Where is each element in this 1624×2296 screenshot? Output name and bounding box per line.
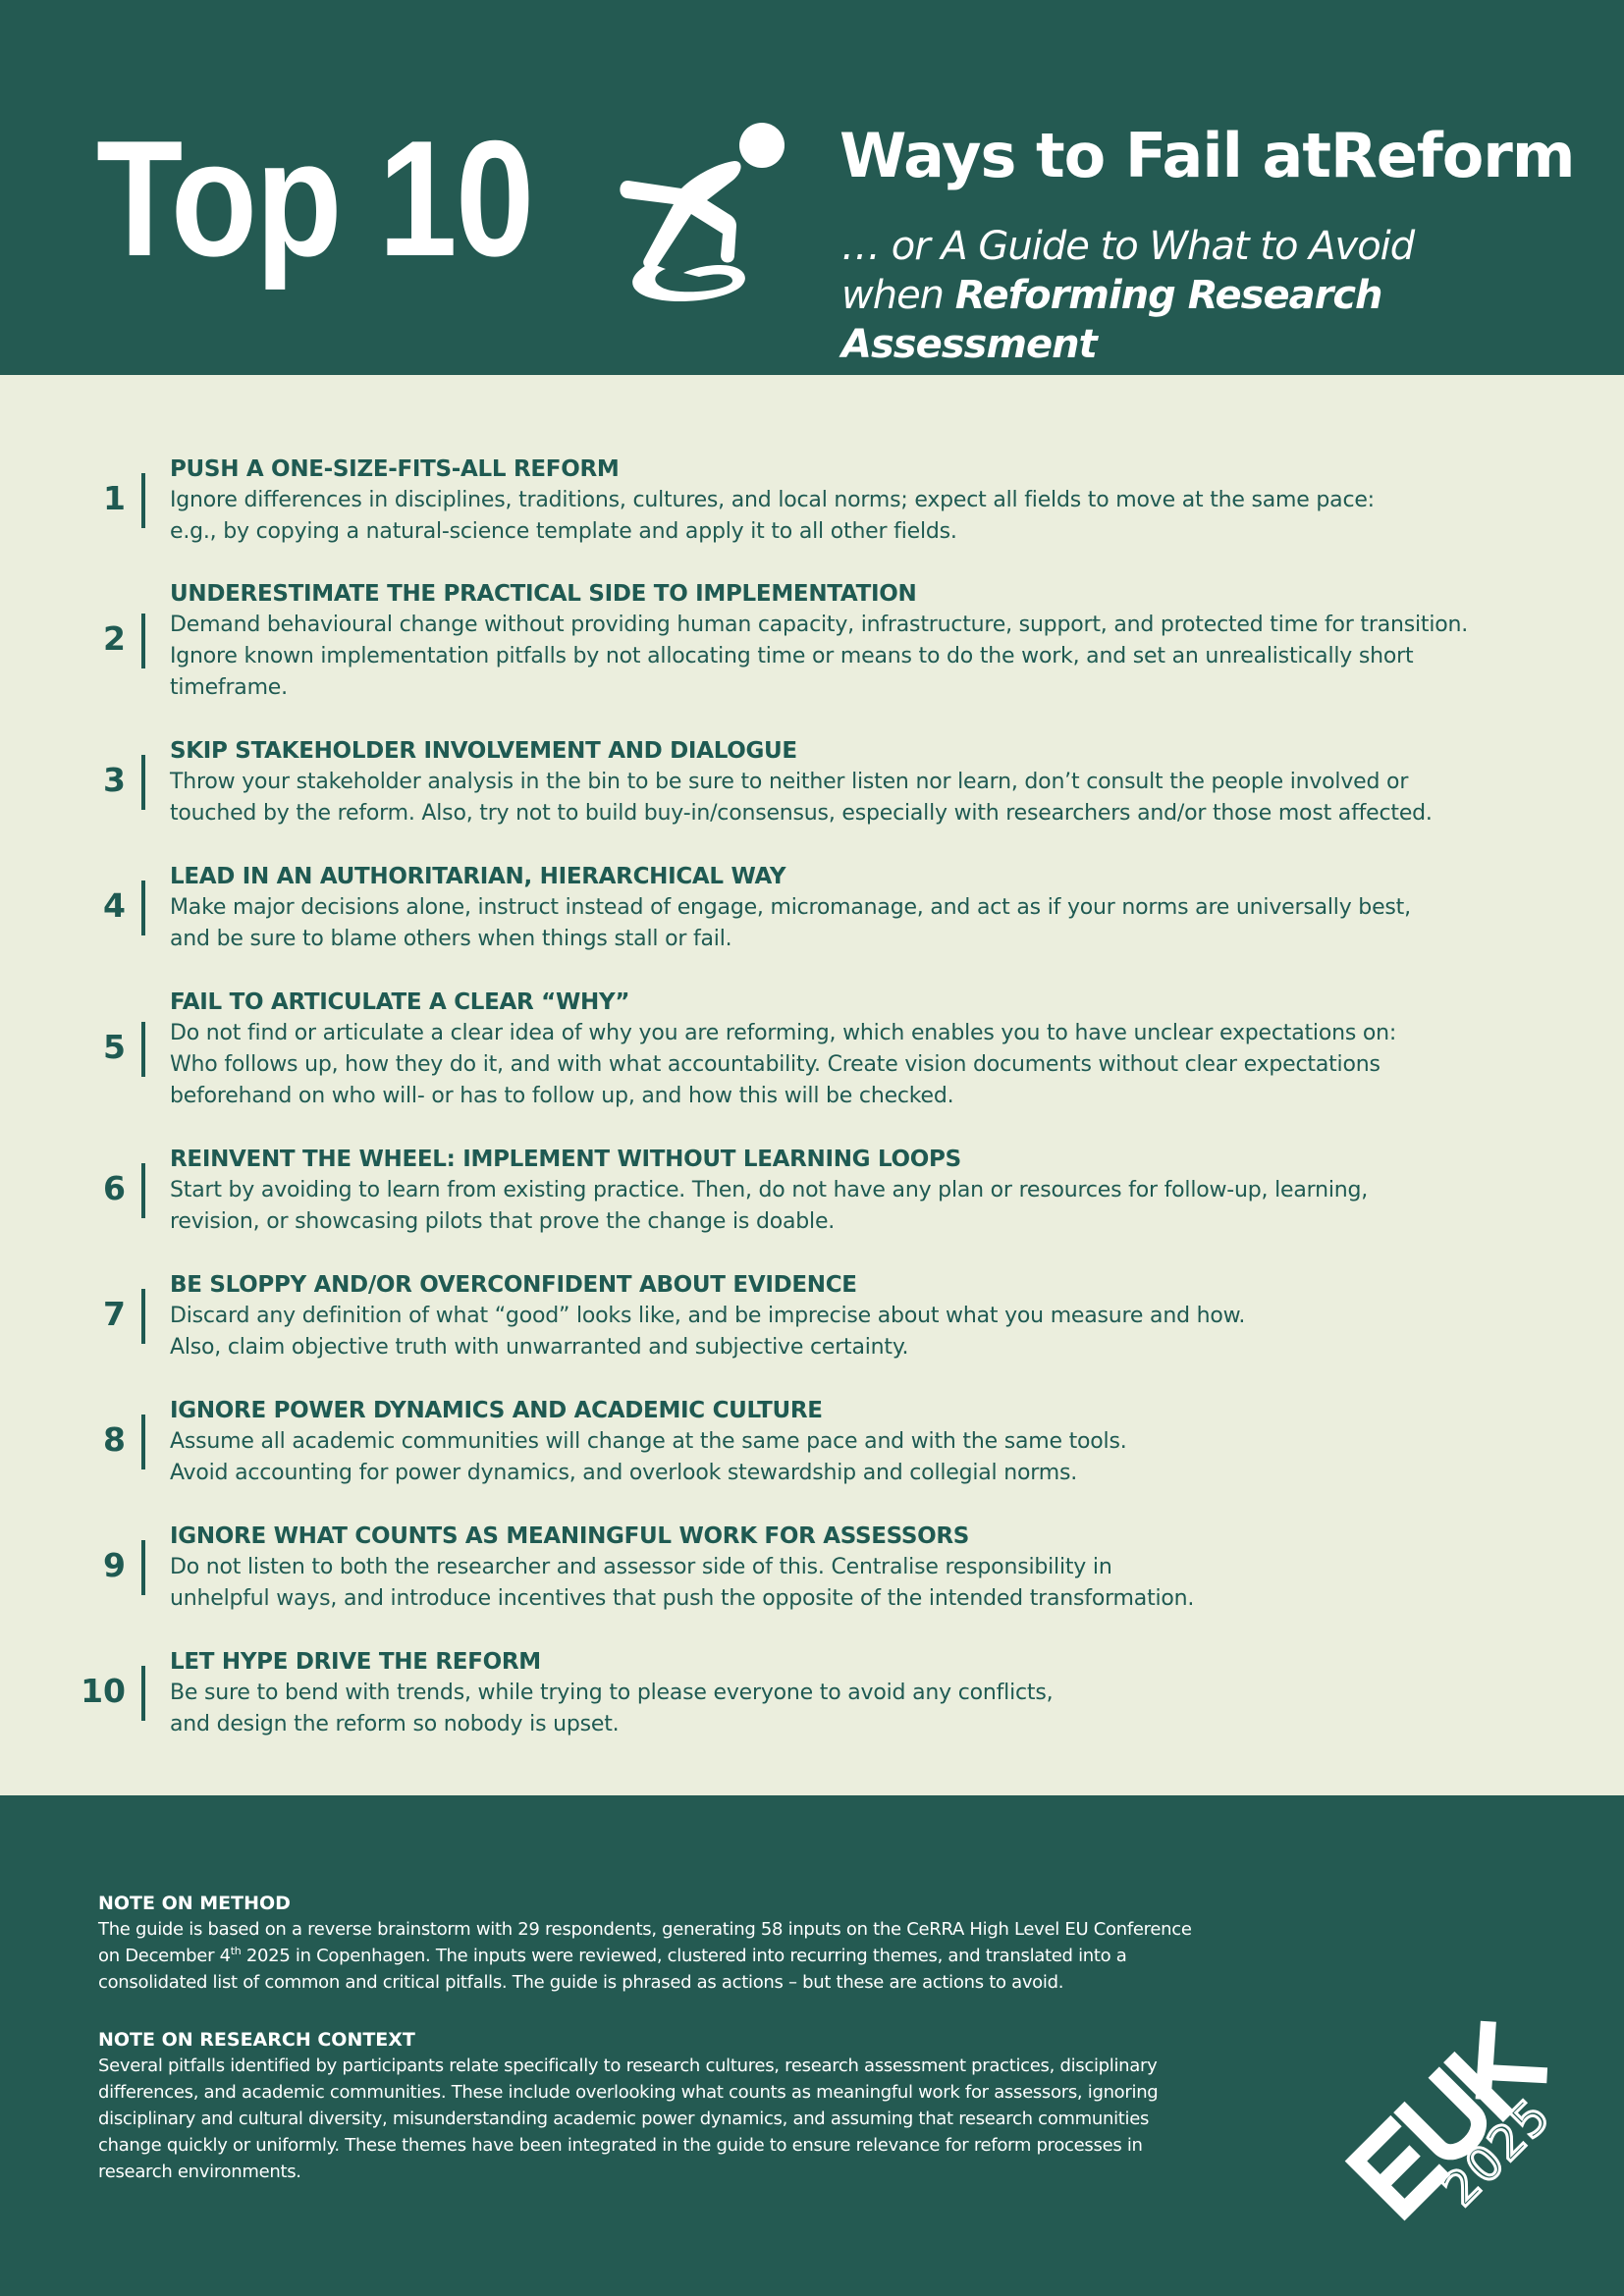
item-description-line: Be sure to bend with trends, while trying to please everyone to avoid any conflicts, — [170, 1681, 1054, 1705]
item-divider — [141, 1540, 145, 1595]
item-description — [170, 1678, 1544, 1740]
item-number: 2 — [103, 619, 126, 658]
context-note-line: change quickly or uniformly. These themes have been integrated in the guide to ensure relevance for reform processes in — [98, 2135, 1143, 2156]
item-divider — [141, 1666, 145, 1721]
method-note-body — [98, 1916, 1296, 1996]
item-description — [170, 1426, 1544, 1489]
item-number: 5 — [103, 1028, 126, 1066]
item-description-line: Ignore differences in disciplines, traditions, cultures, and local norms; expect all fields to move at the same pace: — [170, 488, 1375, 512]
method-note-line: consolidated list of common and critical pitfalls. The guide is phrased as actions – but these are actions to avoid. — [98, 1972, 1064, 1993]
item-description-line: beforehand on who will- or has to follow up, and how this will be checked. — [170, 1084, 954, 1108]
item-heading: BE SLOPPY AND/OR OVERCONFIDENT ABOUT EVIDENCE — [170, 1272, 857, 1298]
item-description-line: touched by the reform. Also, try not to build buy-in/consensus, especially with researchers and/or those most affected. — [170, 801, 1433, 826]
item-number: 8 — [103, 1420, 126, 1459]
item-divider — [141, 1289, 145, 1344]
item-number: 6 — [103, 1169, 126, 1207]
item-number: 4 — [103, 886, 126, 925]
subtitle-line-1: … or A Guide to What to Avoid — [841, 224, 1415, 269]
method-note-title: NOTE ON METHOD — [98, 1893, 291, 1914]
item-description-line: Ignore known implementation pitfalls by not allocating time or means to do the work, and set an unrealistically short — [170, 644, 1414, 668]
item-description-line: Start by avoiding to learn from existing practice. Then, do not have any plan or resources for follow-up, learning, — [170, 1178, 1369, 1202]
item-divider — [141, 755, 145, 810]
item-description-line: and design the reform so nobody is upset. — [170, 1712, 620, 1736]
item-heading: REINVENT THE WHEEL: IMPLEMENT WITHOUT LEARNING LOOPS — [170, 1147, 961, 1172]
item-heading: LET HYPE DRIVE THE REFORM — [170, 1649, 541, 1675]
item-description — [170, 767, 1544, 829]
item-description-line: e.g., by copying a natural-science template and apply it to all other fields. — [170, 519, 957, 544]
item-description-line: Make major decisions alone, instruct instead of engage, micromanage, and act as if your norms are universally best, — [170, 895, 1411, 920]
item-description-line: and be sure to blame others when things stall or fail. — [170, 927, 732, 951]
item-number: 7 — [103, 1295, 126, 1333]
item-description-line: Discard any definition of what “good” looks like, and be imprecise about what you measure and how. — [170, 1304, 1246, 1328]
item-divider — [141, 1022, 145, 1077]
item-description — [170, 1301, 1544, 1363]
item-heading: SKIP STAKEHOLDER INVOLVEMENT AND DIALOGUE — [170, 738, 797, 764]
context-note-body — [98, 2053, 1296, 2185]
poster-subtitle — [841, 222, 1607, 369]
item-description — [170, 1018, 1544, 1112]
item-description-line: Also, claim objective truth with unwarranted and subjective certainty. — [170, 1335, 909, 1360]
item-divider — [141, 614, 145, 668]
context-note-line: differences, and academic communities. These include overlooking what counts as meaningful work for assessors, ignoring — [98, 2082, 1159, 2103]
subtitle-emphasis: Reforming Research Assessment — [841, 273, 1382, 367]
item-heading: PUSH A ONE-SIZE-FITS-ALL REFORM — [170, 456, 620, 482]
subtitle-when: when — [841, 273, 955, 318]
context-note-line: research environments. — [98, 2162, 301, 2182]
item-number: 9 — [103, 1546, 126, 1584]
item-description-line: Throw your stakeholder analysis in the bin to be sure to neither listen nor learn, don’t consult the people involved or — [170, 770, 1409, 794]
item-divider — [141, 881, 145, 935]
item-number: 3 — [103, 761, 126, 799]
item-description-line: unhelpful ways, and introduce incentives that push the opposite of the intended transformation. — [170, 1586, 1195, 1611]
item-description-line: timeframe. — [170, 675, 288, 700]
item-divider — [141, 1163, 145, 1218]
item-heading: IGNORE WHAT COUNTS AS MEANINGFUL WORK FOR ASSESSORS — [170, 1523, 970, 1549]
item-description-line: revision, or showcasing pilots that prove the change is doable. — [170, 1209, 836, 1234]
poster-title: Ways to Fail atReform — [839, 120, 1575, 191]
logo-year: 2025 — [1432, 2087, 1562, 2217]
item-description — [170, 610, 1544, 704]
method-note-line: The guide is based on a reverse brainstorm with 29 respondents, generating 58 inputs on the CeRRA High Level EU Conference — [98, 1919, 1192, 1940]
item-divider — [141, 1415, 145, 1469]
item-description — [170, 485, 1544, 548]
method-note-line: on December 4th 2025 in Copenhagen. The inputs were reviewed, clustered into recurring themes, and translated into a — [98, 1945, 1127, 1966]
subtitle-line-2 — [841, 271, 1607, 369]
item-heading: FAIL TO ARTICULATE A CLEAR “WHY” — [170, 989, 630, 1015]
item-description-line: Avoid accounting for power dynamics, and overlook stewardship and collegial norms. — [170, 1461, 1078, 1485]
eu-dk-2025-logo — [1306, 1963, 1581, 2248]
item-divider — [141, 473, 145, 528]
context-note-title: NOTE ON RESEARCH CONTEXT — [98, 2029, 415, 2051]
item-heading: IGNORE POWER DYNAMICS AND ACADEMIC CULTURE — [170, 1398, 823, 1423]
item-description — [170, 892, 1544, 955]
item-description-line: Assume all academic communities will change at the same pace and with the same tools. — [170, 1429, 1127, 1454]
item-description — [170, 1552, 1544, 1615]
item-heading: UNDERESTIMATE THE PRACTICAL SIDE TO IMPLEMENTATION — [170, 581, 917, 607]
context-note-line: Several pitfalls identified by participants relate specifically to research cultures, research assessment practices, disciplinary — [98, 2056, 1158, 2076]
header-banner — [0, 0, 1624, 375]
top10-heading: Top 10 — [96, 106, 533, 291]
ordinal-suffix: th — [230, 1945, 242, 1957]
item-heading: LEAD IN AN AUTHORITARIAN, HIERARCHICAL WAY — [170, 864, 786, 889]
item-number: 1 — [103, 479, 126, 517]
item-description-line: Demand behavioural change without providing human capacity, infrastructure, support, and protected time for transition. — [170, 613, 1469, 637]
item-description-line: Do not find or articulate a clear idea of why you are reforming, which enables you to have unclear expectations on: — [170, 1021, 1397, 1045]
item-description-line: Do not listen to both the researcher and assessor side of this. Centralise responsibility in — [170, 1555, 1112, 1579]
item-description-line: Who follows up, how they do it, and with what accountability. Create vision documents without clear expectations — [170, 1052, 1380, 1077]
context-note-line: disciplinary and cultural diversity, misunderstanding academic power dynamics, and assuming that research communities — [98, 2109, 1150, 2129]
stumbling-person-icon — [589, 116, 795, 312]
item-description — [170, 1175, 1544, 1238]
item-number: 10 — [81, 1672, 126, 1710]
